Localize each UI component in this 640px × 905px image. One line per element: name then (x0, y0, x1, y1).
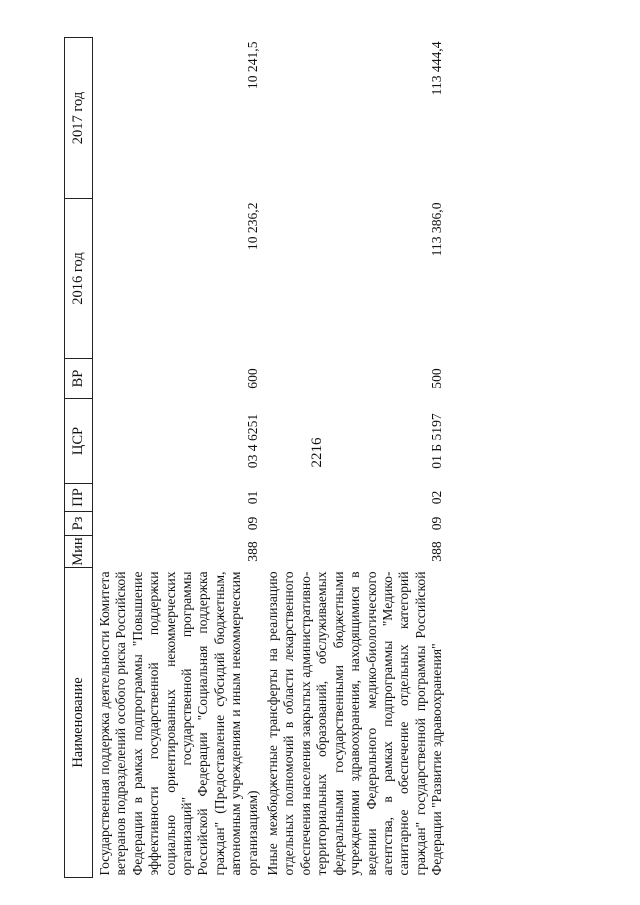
table-row (93, 38, 262, 878)
row-amount-2016: 113 386,0 (429, 202, 445, 257)
row-name: Государственная поддержка деятельности Комитета ветеранов подразделений особого риска Российской Федерации в рамках подпрограммы "Повышение эффективности государственной поддержки социально ориентированных некоммерческих организаций" государственной программы Российской Федерации "Социальная поддержка граждан" (Предоставление субсидий бюджетным, автономным учреждениям и иным некоммерческим организациям) (97, 571, 260, 876)
header-rz: Рз (65, 512, 93, 536)
table-header-row (65, 38, 93, 878)
row-amount-2017: 10 241,5 (244, 41, 260, 90)
row-min: 388 (244, 541, 260, 562)
budget-table (64, 37, 446, 878)
table-row (261, 38, 445, 878)
row-pr: 02 (429, 490, 445, 505)
row-min: 388 (429, 541, 445, 562)
header-csr: ЦСР (65, 399, 93, 484)
row-name: Иные межбюджетные трансферты на реализацию отдельных полномочий в области лекарственного обеспечения населения закрытых административно-территориальных образований, обслуживаемых федеральными государственными бюджетными учреждениями здравоохранения, находящимися в ведении Федерального медико-биологического агентства, в рамках подпрограммы "Медико-санитарное обеспечение отдельных категорий граждан" государственной программы Российской Федерации "Развитие здравоохранения" (265, 571, 445, 876)
row-rz: 09 (429, 516, 445, 531)
row-csr: 01 Б 5197 (429, 413, 445, 469)
header-min: Мин (65, 536, 93, 568)
header-2017: 2017 год (65, 38, 93, 199)
page-number: 2216 (309, 437, 325, 468)
row-pr: 01 (244, 490, 260, 505)
header-name: Наименование (65, 568, 93, 878)
row-amount-2017: 113 444,4 (429, 41, 445, 96)
row-vr: 600 (244, 368, 260, 389)
row-vr: 500 (429, 368, 445, 389)
header-pr: ПР (65, 484, 93, 512)
row-csr: 03 4 6251 (244, 413, 260, 469)
header-2016: 2016 год (65, 199, 93, 359)
row-rz: 09 (244, 516, 260, 531)
budget-document (64, 38, 604, 878)
header-vr: ВР (65, 359, 93, 399)
row-amount-2016: 10 236,2 (244, 202, 260, 251)
